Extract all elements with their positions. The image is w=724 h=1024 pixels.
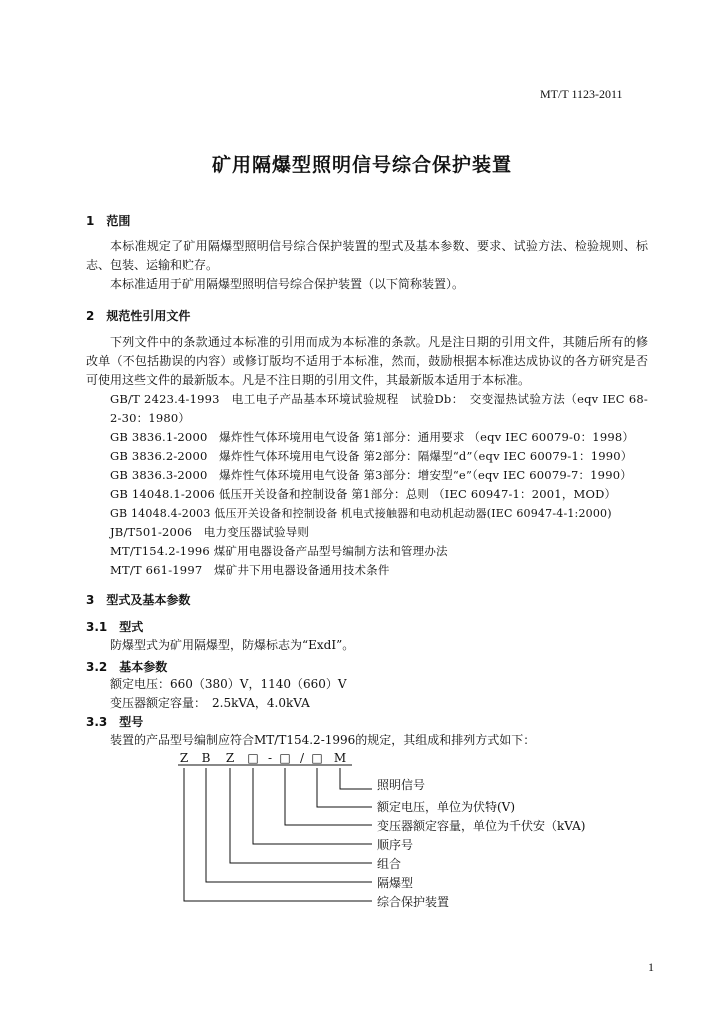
reference-item: GB 3836.2-2000 爆炸性气体环境用电气设备 第2部分：隔爆型“d”（eqv IEC 60079-1：1990） [110,449,633,463]
diagram-lines [178,765,372,901]
leader-line [253,768,372,844]
section-3-1-text: 防爆型式为矿用隔爆型，防爆标志为“ExdⅠ”。 [110,638,355,652]
label-comprehensive-protection: 综合保护装置 [377,895,450,909]
leader-line [230,768,372,863]
label-sequence-number: 顺序号 [377,838,414,852]
section-1-para-2-text: 本标准适用于矿用隔爆型照明信号综合保护装置（以下简称装置）。 [110,277,465,291]
model-code-char: - [267,751,273,765]
label-lighting-signal: 照明信号 [377,778,426,792]
model-code-char: □ [247,751,259,765]
section-3-heading: 3 型式及基本参数 [86,593,191,607]
section-3-2-heading: 3.2 基本参数 [86,660,168,674]
section-3-3-heading: 3.3 型号 [86,715,144,729]
reference-item: JB/T501-2006 电力变压器试验导则 [110,525,310,539]
section-1-para-1-text: 本标准规定了矿用隔爆型照明信号综合保护装置的型式及基本参数、要求、试验方法、检验规则、标志、包装、运输和贮存。 [86,239,648,272]
section-2-intro-text: 下列文件中的条款通过本标准的引用而成为本标准的条款。凡是注日期的引用文件，其随后所有的修改单（不包括勘误的内容）或修订版均不适用于本标准，然而，鼓励根据本标准达成协议的各方研究是否可使用这些文件的最新版本。凡是不注日期的引用文件，其最新版本适用于本标准。 [86,335,648,387]
leader-line [285,768,372,825]
leader-line [317,768,372,807]
reference-item: GB/T 2423.4-1993 电工电子产品基本环境试验规程 试验Db： 交变湿热试验方法（eqv IEC 68-2-30：1980） [110,392,648,425]
model-code-char: B [201,751,211,765]
label-flameproof: 隔爆型 [377,876,414,890]
reference-item: MT/T 661-1997 煤矿井下用电器设备通用技术条件 [110,563,390,577]
reference-item: GB 3836.1-2000 爆炸性气体环境用电气设备 第1部分：通用要求 （eqv IEC 60079-0：1998） [110,430,635,444]
model-code-char: □ [279,751,291,765]
model-code-char: Z [225,751,235,765]
leader-line [184,768,372,901]
label-transformer-capacity: 变压器额定容量，单位为千伏安（kVA) [377,819,586,833]
section-3-3-text: 装置的产品型号编制应符合MT/T154.2-1996的规定，其组成和排列方式如下： [110,733,536,747]
reference-item: GB 14048.4-2003 低压开关设备和控制设备 机电式接触器和电动机起动器(IEC 60947-4-1:2000) [110,507,612,520]
reference-item: MT/T154.2-1996 煤矿用电器设备产品型号编制方法和管理办法 [110,544,448,558]
standard-number: MT/T 1123-2011 [540,87,623,101]
model-code-char: M [333,751,347,765]
section-2-heading: 2 规范性引用文件 [86,309,191,323]
section-1-heading: 1 范围 [86,214,131,228]
leader-line [340,768,372,789]
label-combination: 组合 [377,857,402,871]
section-3-1-heading: 3.1 型式 [86,620,144,634]
label-rated-voltage: 额定电压，单位为伏特(V) [377,800,516,814]
reference-item: GB 3836.3-2000 爆炸性气体环境用电气设备 第3部分：增安型“e”（eqv IEC 60079-7：1990） [110,468,632,482]
page-number: 1 [648,960,654,974]
reference-item: GB 14048.1-2006 低压开关设备和控制设备 第1部分：总则 （IEC 60947-1：2001，MOD） [110,487,617,501]
model-code-char: □ [311,751,323,765]
section-3-2-line-2: 变压器额定容量： 2.5kVA，4.0kVA [110,696,310,710]
section-3-2-line-1: 额定电压：660（380）V，1140（660）V [110,677,347,691]
page-title: 矿用隔爆型照明信号综合保护装置 [211,154,512,176]
model-code-char: / [299,751,305,765]
model-code-char: Z [179,751,189,765]
